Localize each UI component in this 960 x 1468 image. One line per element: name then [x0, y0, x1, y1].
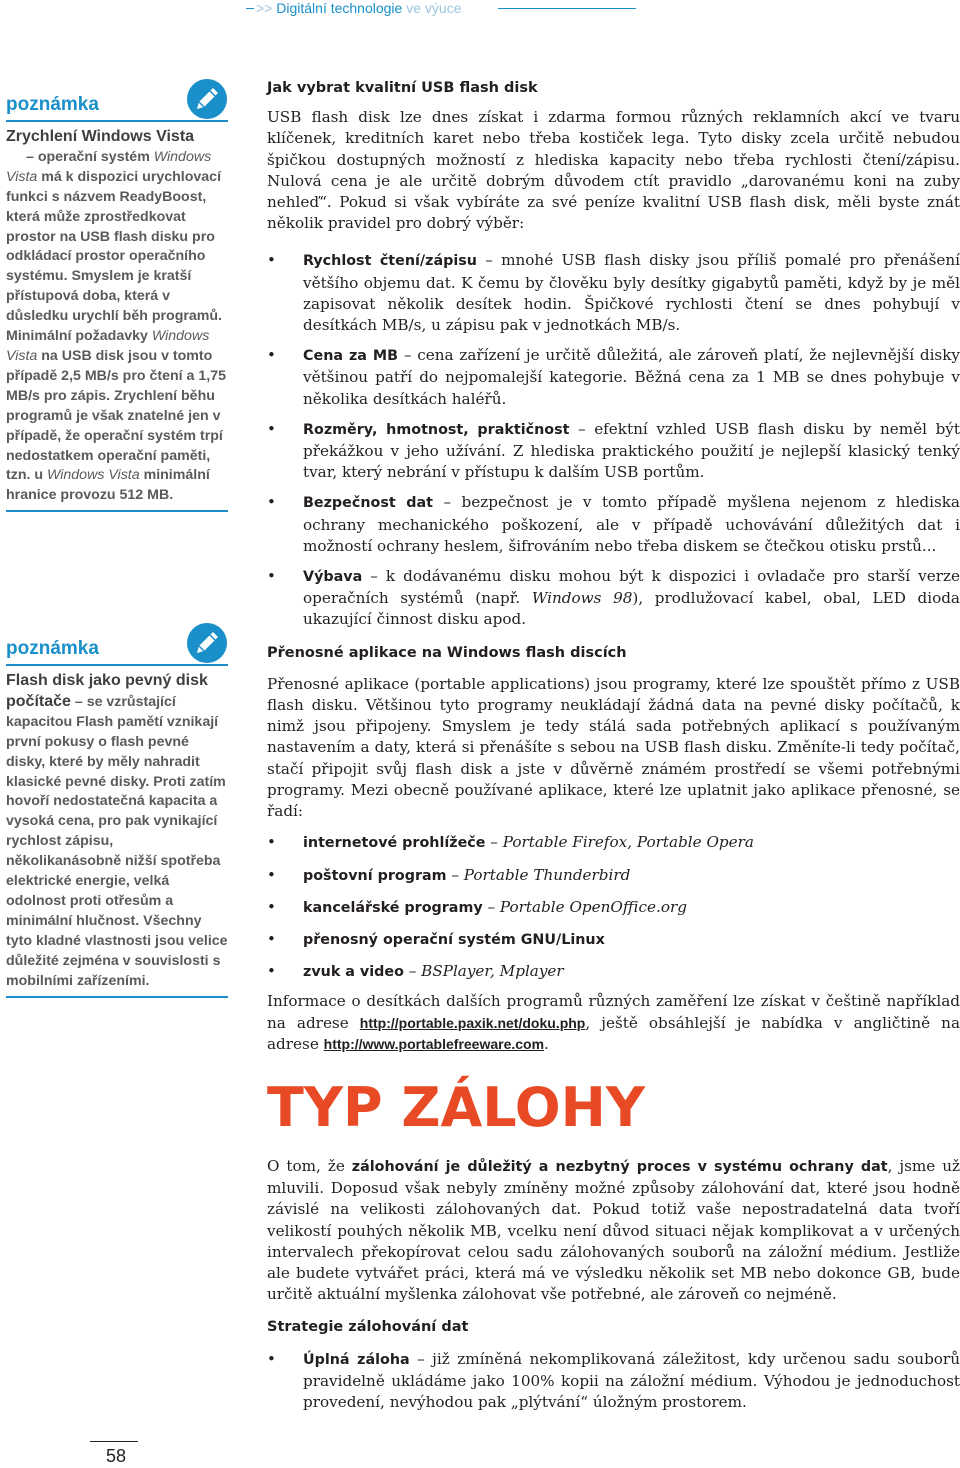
list-term: kancelářské programy — [303, 899, 483, 916]
list-item — [267, 1349, 960, 1414]
link-portablefreeware[interactable]: http://www.portablefreeware.com — [323, 1035, 545, 1052]
list-sep: – — [446, 865, 464, 884]
note-text: – se vzrůstající kapacitou Flash pamětí vznikají první pokusy o flash pevné disky, které by měly nahradit klasické pevné disky. Proti zatím hovoří nedostatečná kapacita a vysoká cena, pro pak vynikající rychlost zápisu, několikanásobně nižší spotřeba elektrické energie, velká odolnost proti otřesům a minimální hlučnost. Všechny tyto kladné vlastnosti jsou velice důležité zejména v souvislosti s mobilními zařízeními. — [6, 693, 228, 989]
list-examples: Portable OpenOffice.org — [499, 897, 687, 916]
main-column-upper — [267, 78, 960, 1055]
section-heading: Jak vybrat kvalitní USB flash disk — [267, 80, 538, 96]
note-body — [6, 127, 228, 506]
list-text: – bezpečnost je v tomto případě myšlena nejenom z hlediska ochrany mechanického poškození, ale v případě uchovávání důležitých dat i možností ochrany heslem, šifrováním nebo třeba diskem se čtečkou otisku prstů... — [303, 493, 960, 555]
header-main: Digitální technologie — [276, 0, 403, 16]
link-paxik[interactable]: http://portable.paxik.net/doku.php — [359, 1014, 586, 1031]
page-number: 58 — [106, 1446, 127, 1466]
main-column-lower — [267, 1156, 960, 1413]
note-label: poznámka — [6, 94, 99, 115]
list-item — [267, 419, 960, 484]
note-italic: Windows Vista — [46, 467, 140, 484]
list-term: zvuk a video — [303, 964, 404, 981]
sidebar-note-2 — [6, 622, 228, 998]
subheading: Strategie zálohování dat — [267, 1319, 469, 1336]
list-sep: – — [485, 833, 503, 852]
list-item — [267, 961, 960, 983]
paragraph: Přenosné aplikace (portable applications) jsou programy, které lze spouštět přímo z USB flash disku. Většinou tyto programy neukládají žádná data na pevné disky počítačů, k nimž jsou připojeny. Smyslem je tedy stálá sada potřebných aplikací s používaným nastavením a daty, která si přenášíte s sebou na USB flash disku. Změníte-li tedy počítač, stačí připojit svůj flash disk a jste v důvěrně známém prostředí se všemi potřebnými programy. Mezi obecně používané aplikace, které lze uplatnit jako aplikace přenosné, se řadí: — [267, 674, 960, 821]
paragraph — [267, 1156, 960, 1305]
list-term: Bezpečnost dat — [303, 495, 433, 512]
header-rule-left — [246, 8, 254, 9]
section-heading: Přenosné aplikace na Windows flash discích — [267, 644, 627, 661]
running-header — [246, 0, 636, 18]
list-sep: – — [403, 962, 422, 981]
note-header — [6, 78, 228, 118]
text: , jsme už mluvili. Doposud však nebyly zmíněny možné způsoby zálohování dat, které jsou hodně závislé na velikosti zálohovaných dat. Pokud totiž vaše nepostradatelná data tvoří velikostí pouhých několik MB, vcelku není důvod situaci nějak komplikovat a v určených intervalech překopírovat celou sadu zálohovaných souborů na záložní médium. Jestliže ale budete vytvářet práci, která má ve výsledku několik set MB nebo dokonce GB, bude určitě aktuální myšlenka zálohovat vše potřebné, ale zároveň co nejméně. — [267, 1157, 960, 1304]
header-title — [256, 0, 461, 16]
list-item — [267, 832, 960, 854]
list-text: – mnohé USB flash disky jsou příliš pomalé pro přenášení většího objemu dat. K čemu by člověku byly desítky gigabytů paměti, když by je měl zapisovat několik desítek hodin. Špičkové rychlosti čtení se dnes pohybují v desítkách MB/s, u zápisu pak v jednotkách MB/s. — [303, 251, 960, 335]
list-item — [267, 865, 960, 887]
paragraph: USB flash disk lze dnes získat i zdarma formou různých reklamních akcí ve tvaru klíčenek, kreditních karet nebo třeba kostiček lega. Tyto disky zcela určitě nebudou špičkou dostupných možností z hlediska kapacity nebo třeba rychlosti čtení/zápisu. Nulová cena je ale určitě dobrým důvodem ctít pravidlo „darovanému koni na zuby nehleď“. Pokud si však vybíráte za své peníze kvalitní USB flash disk, měli byste znát několik pravidel pro dobrý výběr: — [267, 108, 960, 233]
list-term: Výbava — [303, 569, 363, 586]
chapter-title: TYP ZÁLOHY — [267, 1076, 645, 1139]
header-prefix: >> — [256, 0, 277, 16]
list-term: Rychlost čtení/zápisu — [303, 253, 477, 270]
note-end-rule — [6, 996, 228, 998]
list-item — [267, 492, 960, 557]
criteria-list — [267, 250, 960, 630]
list-item — [267, 897, 960, 919]
note-body — [6, 671, 228, 992]
note-italic: Windows Vista — [6, 148, 212, 185]
list-sep: – — [482, 897, 500, 916]
list-text: – efektní vzhled USB flash disku by neměl být překážkou v jeho užívání. Z hlediska praktického použití je nejlepší klasický tenký tvar, který nebrání v přístupu k dalším USB portům. — [303, 419, 960, 482]
list-term: poštovní program — [303, 867, 447, 884]
text: , ještě obsáhlejší je nabídka v angličtině na adrese — [267, 1013, 960, 1053]
list-text: ), prodlužovací kabel, obal, LED dioda ukazující činnost disku apod. — [303, 589, 960, 629]
text: O tom, že — [267, 1157, 352, 1175]
list-term: Úplná záloha — [303, 1351, 410, 1368]
pencil-icon — [186, 622, 228, 664]
header-rule-right — [498, 8, 636, 9]
list-term: přenosný operační systém GNU/Linux — [303, 931, 605, 948]
note-heading: Flash disk jako pevný disk počítače — [6, 672, 208, 710]
list-text: – cena zařízení je určitě důležitá, ale zároveň platí, že nejlevnější disky většinou patří do nejpomalejší kategorie. Běžná cena za 1 MB se dnes pohybuje v několika desítkách haléřů. — [303, 346, 960, 408]
note-end-rule — [6, 510, 228, 512]
note-text: na USB disk jsou v tomto případě 2,5 MB/s pro čtení a 1,75 MB/s pro zápis. Zrychlení běhu programů je však znatelné jen v případě, že operační systém trpí nedostatkem operační paměti, tzn. u — [6, 347, 226, 484]
list-term: Rozměry, hmotnost, praktičnost — [303, 421, 570, 438]
list-italic: Windows 98 — [531, 589, 633, 608]
text: Informace o desítkách dalších programů různých zaměření lze získat v češtině například na adrese — [267, 992, 960, 1032]
note-italic: Windows Vista — [6, 328, 210, 364]
header-suffix: ve výuce — [402, 0, 462, 16]
note-header — [6, 622, 228, 662]
page-number-rule — [90, 1441, 138, 1442]
text: . — [544, 1034, 549, 1053]
list-text: – již zmíněná nekomplikovaná záležitost, kdy určenou sadu souborů pravidelně ukládáme jako 100% kopii na záložní médium. Výhodou je jednoduchost provedení, nevýhodou pak „plýtvání“ úložným prostorem. — [303, 1349, 960, 1412]
list-item — [267, 250, 960, 336]
note-text: má k dispozici urychlovací funkci s názvem ReadyBoost, která může zprostředkovat prostor na USB flash disku pro odkládací prostor operačního systému. Smyslem je kratší přístupová doba, která v důsledku urychlí běh programů. Minimální požadavky — [6, 168, 222, 345]
list-examples: Portable Thunderbird — [463, 865, 631, 884]
pencil-icon — [186, 78, 228, 120]
list-examples: Portable Firefox, Portable Opera — [502, 833, 754, 852]
list-term: Cena za MB — [303, 348, 399, 365]
list-text: – k dodávanému disku mohou být k dispozici i ovladače pro starší verze operačních systémů (např. — [303, 567, 960, 608]
note-heading: Zrychlení Windows Vista — [6, 128, 195, 145]
list-item — [267, 566, 960, 631]
paragraph — [267, 991, 960, 1055]
note-label: poznámka — [6, 638, 99, 659]
note-rule — [6, 120, 228, 122]
list-item — [267, 929, 960, 951]
note-text: minimální hranice provozu 512 MB. — [6, 467, 210, 504]
strategy-list — [267, 1349, 960, 1414]
list-examples: BSPlayer, Mplayer — [421, 962, 564, 981]
sidebar-note-1 — [6, 78, 228, 512]
bold-text: zálohování je důležitý a nezbytný proces v systému ochrany dat — [351, 1159, 888, 1175]
list-item — [267, 345, 960, 410]
note-text: – operační systém — [26, 148, 154, 165]
apps-list — [267, 832, 960, 983]
note-rule — [6, 664, 228, 666]
list-term: internetové prohlížeče — [303, 835, 486, 852]
